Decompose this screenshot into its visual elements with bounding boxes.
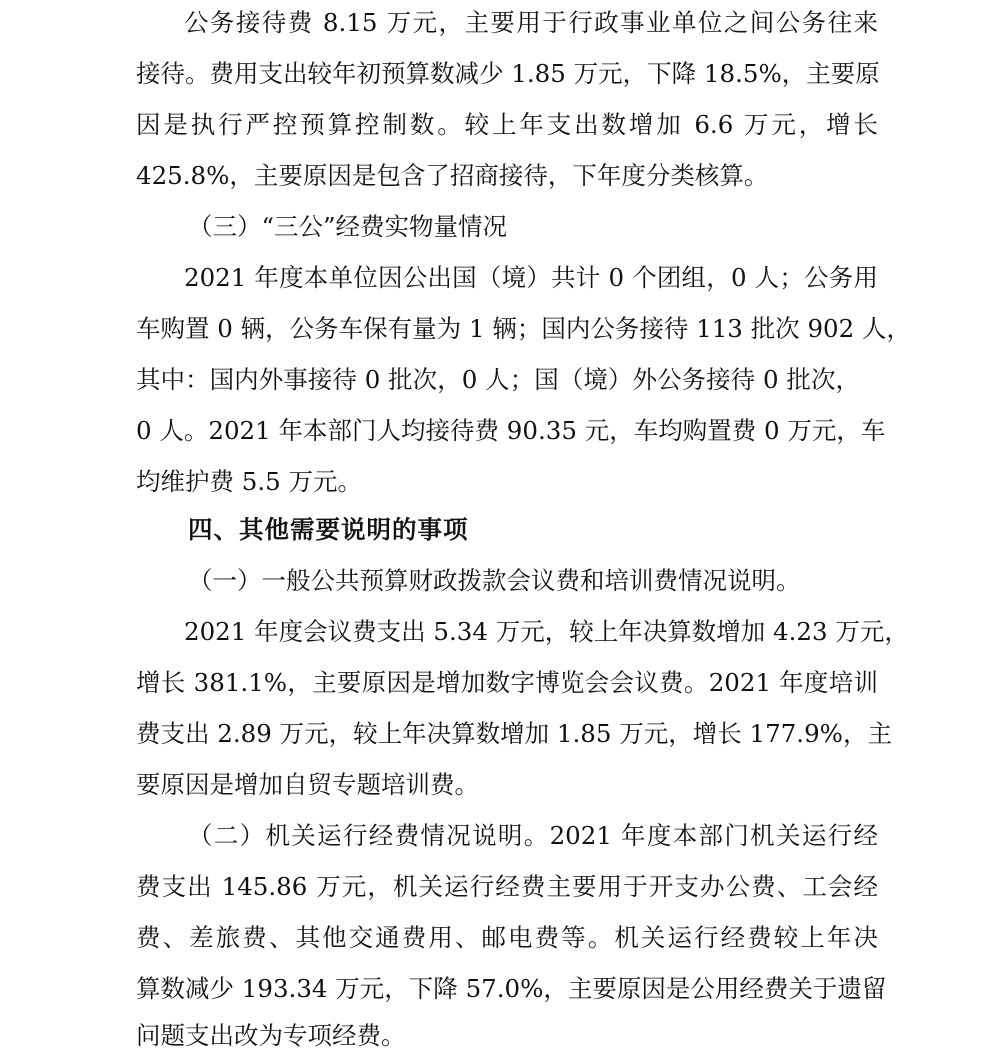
paragraph-line: 问题支出改为专项经费。 [136,1021,406,1050]
paragraph-line: 增长 381.1%，主要原因是增加数字博览会会议费。2021 年度培训 [136,668,878,697]
paragraph-line: 均维护费 5.5 万元。 [136,467,363,496]
paragraph-line: 2021 年度本单位因公出国（境）共计 0 个团组，0 人；公务用 [184,263,878,292]
paragraph-line: 要原因是增加自贸专题培训费。 [136,770,479,799]
section-heading: 四、其他需要说明的事项 [188,515,469,544]
subsection-heading: （一）一般公共预算财政拨款会议费和培训费情况说明。 [188,566,801,595]
paragraph-line: 其中：国内外事接待 0 批次，0 人；国（境）外公务接待 0 批次， [136,365,860,394]
paragraph-line: 2021 年度会议费支出 5.34 万元，较上年决算数增加 4.23 万元， [184,617,909,646]
paragraph-line: 算数减少 193.34 万元，下降 57.0%，主要原因是公用经费关于遗留 [136,974,887,1003]
paragraph-line: 因是执行严控预算控制数。较上年支出数增加 6.6 万元，增长 [136,110,878,139]
paragraph-line: 425.8%，主要原因是包含了招商接待，下年度分类核算。 [136,161,769,190]
paragraph-line: 车购置 0 辆，公务车保有量为 1 辆；国内公务接待 113 批次 902 人， [136,314,912,343]
paragraph-line: 接待。费用支出较年初预算数减少 1.85 万元，下降 18.5%，主要原 [136,59,880,88]
paragraph-line: 费支出 145.86 万元，机关运行经费主要用于开支办公费、工会经 [136,872,878,901]
paragraph-line: 公务接待费 8.15 万元，主要用于行政事业单位之间公务往来 [184,8,878,37]
paragraph-line: （二）机关运行经费情况说明。2021 年度本部门机关运行经 [188,821,878,850]
paragraph-line: 费、差旅费、其他交通费用、邮电费等。机关运行经费较上年决 [136,923,878,952]
subsection-heading: （三）“三公”经费实物量情况 [188,212,508,241]
paragraph-line: 0 人。2021 年本部门人均接待费 90.35 元，车均购置费 0 万元，车 [136,416,886,445]
paragraph-line: 费支出 2.89 万元，较上年决算数增加 1.85 万元，增长 177.9%，主 [136,719,892,748]
